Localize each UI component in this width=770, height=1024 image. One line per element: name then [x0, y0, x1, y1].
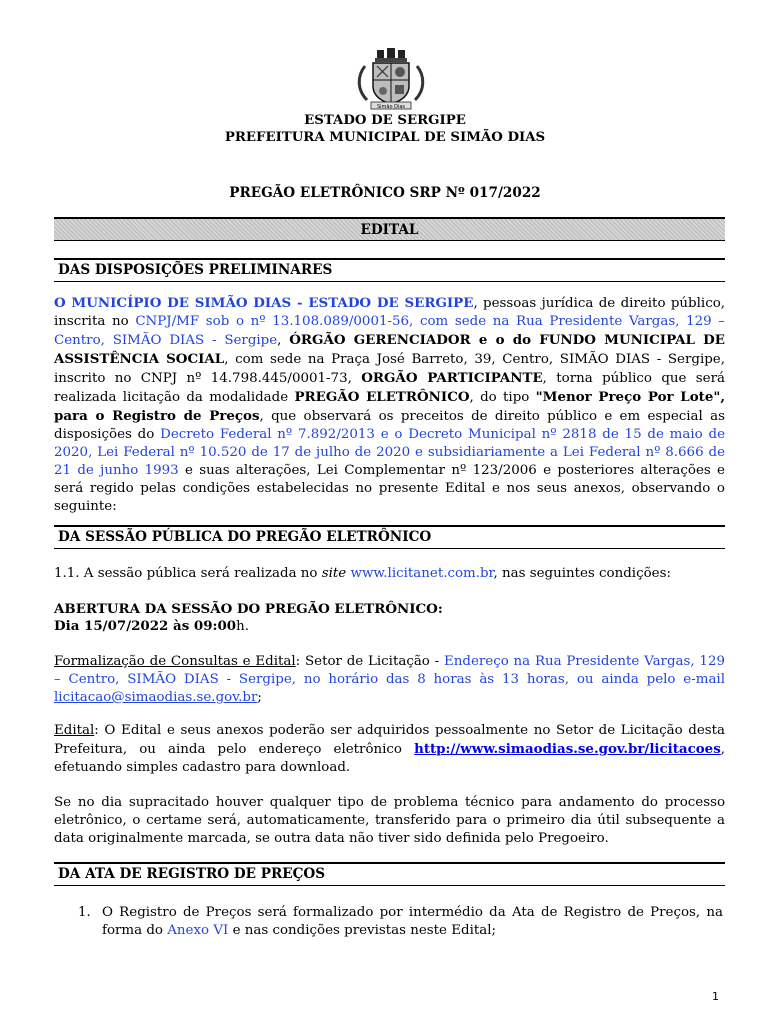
- list-text: [102, 904, 723, 940]
- licitanet-link[interactable]: www.licitanet.com.br: [350, 566, 494, 581]
- site-word: site: [321, 566, 347, 581]
- section-heading-preliminares: [54, 258, 725, 282]
- sessao-text: 1.1. A sessão pública será realizada no: [54, 566, 322, 581]
- anexo-ref: Anexo VI: [167, 923, 229, 938]
- state-heading: ESTADO DE SERGIPE: [304, 113, 466, 128]
- endereco-text: Endereço na Rua Presidente Vargas, 129 – Centro, SIMÃO DIAS - Sergipe, no horário das 8 horas às 13 horas, ou ainda pelo e-mail: [54, 654, 725, 687]
- section-title: DA SESSÃO PÚBLICA DO PREGÃO ELETRÔNICO: [58, 529, 432, 545]
- svg-text:Simão Dias: Simão Dias: [376, 104, 406, 110]
- abertura-dia: Dia 15/07/2022 às 09:00: [54, 618, 237, 634]
- intro-text: , com sede na Praça José Barreto, 39, Centro, SIMÃO DIAS - Sergipe, inscrito no CNPJ nº 14.798.445/0001-73,: [54, 352, 725, 386]
- sessao-paragraph: [54, 565, 725, 583]
- pregao-title: PREGÃO ELETRÔNICO SRP Nº 017/2022: [229, 185, 541, 201]
- intro-paragraph: [54, 294, 725, 516]
- edital-text: , efetuando simples cadastro para download.: [54, 742, 725, 775]
- edital-link[interactable]: http://www.simaodias.se.gov.br/licitacoes: [414, 741, 721, 757]
- edital-heading-bar: [54, 217, 725, 241]
- prefeitura-heading: PREFEITURA MUNICIPAL DE SIMÃO DIAS: [224, 130, 546, 145]
- municipio-name: O MUNICÍPIO DE SIMÃO DIAS - ESTADO DE SERGIPE: [54, 295, 474, 311]
- intro-text: , do tipo: [469, 390, 536, 405]
- section-title: DA ATA DE REGISTRO DE PREÇOS: [58, 866, 326, 882]
- intro-text: , que observará os preceitos de direito público e em especial as disposições do: [54, 409, 725, 442]
- ata-text: e nas condições previstas neste Edital;: [228, 923, 497, 938]
- section-heading-sessao-publica: [54, 525, 725, 549]
- orgao-gerenciador: ÓRGÃO GERENCIADOR e o do FUNDO MUNICIPAL DE ASSISTÊNCIA SOCIAL: [54, 332, 725, 367]
- page-number: 1: [712, 990, 719, 1003]
- cnpj-text: CNPJ/MF sob o nº 13.108.089/0001-56, com sede na Rua Presidente Vargas, 129 – Centro, SIMÃO DIAS - Sergipe: [54, 314, 725, 348]
- section-title: DAS DISPOSIÇÕES PRELIMINARES: [58, 262, 333, 278]
- sessao-text: , nas seguintes condições:: [493, 566, 671, 581]
- edital-heading: EDITAL: [360, 222, 419, 238]
- intro-text: e suas alterações, Lei Complementar nº 123/2006 e posteriores alterações e será regido pelas condições estabelecidas no presente Edital e nos seus anexos, observando o seguinte:: [54, 463, 725, 514]
- ata-text: O Registro de Preços será formalizado por intermédio da Ata de Registro de Preços, na forma do: [102, 905, 723, 938]
- abertura-date: [54, 617, 725, 636]
- intro-text: ,: [277, 333, 290, 348]
- formalizacao-text: : Setor de Licitação -: [295, 654, 444, 669]
- orgao-participante: ORGÃO PARTICIPANTE: [361, 370, 543, 386]
- email-link[interactable]: licitacao@simaodias.se.gov.br: [54, 690, 258, 705]
- formalizacao-paragraph: [54, 653, 725, 707]
- modalidade: PREGÃO ELETRÔNICO: [294, 389, 470, 405]
- tipo-licitacao: "Menor Preço Por Lote", para o Registro de Preços: [54, 389, 725, 424]
- edital-text: : O Edital e seus anexos poderão ser adquiridos pessoalmente no Setor de Licitação desta Prefeitura, ou ainda pelo endereço eletrônico: [54, 723, 725, 757]
- formalizacao-text: ;: [257, 690, 262, 705]
- legislation-text: Decreto Federal nº 7.892/2013 e o Decreto Municipal nº 2818 de 15 de maio de 2020, Lei Federal nº 10.520 de 17 de julho de 2020 e subsidiariamente a Lei Federal nº 8.666 de 21 de junho 1993: [54, 427, 725, 478]
- edital-paragraph: [54, 722, 725, 777]
- problema-paragraph: Se no dia supracitado houver qualquer tipo de problema técnico para andamento do processo eletrônico, o certame será, automaticamente, transferido para o primeiro dia útil subsequente a data originalmente marcada, se outra data não tiver sido definida pelo Pregoeiro.: [54, 795, 725, 846]
- intro-text: , pessoas jurídica de direito público, inscrita no: [54, 296, 726, 329]
- abertura-h: h.: [236, 619, 249, 634]
- formalizacao-label: Formalização de Consultas e Edital: [54, 654, 296, 669]
- coat-of-arms-icon: [355, 48, 427, 110]
- intro-text: , torna público que será realizada licitação da modalidade: [54, 371, 725, 405]
- abertura-title: ABERTURA DA SESSÃO DO PREGÃO ELETRÔNICO:: [54, 601, 443, 617]
- edital-label: Edital: [54, 723, 95, 738]
- list-number: 1.: [78, 905, 91, 920]
- section-heading-ata: [54, 862, 725, 886]
